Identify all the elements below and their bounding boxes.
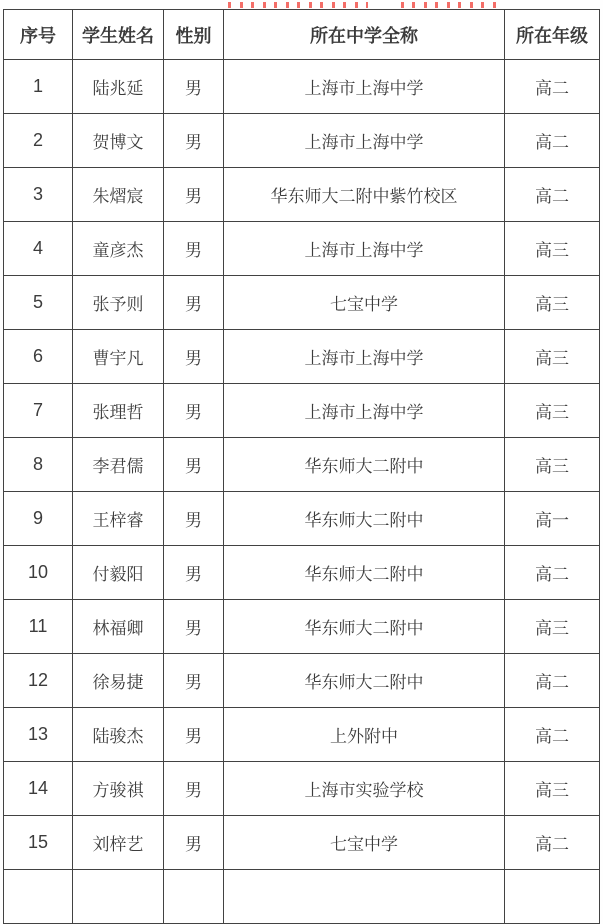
- cell-name: 陆骏杰: [73, 708, 164, 762]
- cell-grade: 高一: [505, 492, 600, 546]
- cell-school: 上海市实验学校: [224, 762, 505, 816]
- cell-grade: 高二: [505, 60, 600, 114]
- cell-grade: 高二: [505, 114, 600, 168]
- header-cell-gender: 性别: [164, 10, 224, 60]
- table-row: [4, 168, 600, 222]
- partial-table-row: [4, 870, 600, 924]
- table-row: [4, 492, 600, 546]
- table-row: [4, 384, 600, 438]
- cell-gender: 男: [164, 438, 224, 492]
- header-cell-name: 学生姓名: [73, 10, 164, 60]
- table-row: [4, 438, 600, 492]
- cell-school: 华东师大二附中: [224, 546, 505, 600]
- cell-school: 华东师大二附中: [224, 600, 505, 654]
- cell-name: 曹宇凡: [73, 330, 164, 384]
- cell-grade: 高二: [505, 708, 600, 762]
- cell-gender: 男: [164, 816, 224, 870]
- cell-no: 7: [4, 384, 73, 438]
- cell-gender: 男: [164, 762, 224, 816]
- cell-gender: 男: [164, 546, 224, 600]
- cell-school: 华东师大二附中紫竹校区: [224, 168, 505, 222]
- cell-no: 12: [4, 654, 73, 708]
- cell-grade: 高三: [505, 384, 600, 438]
- cell-name: 徐易捷: [73, 654, 164, 708]
- student-table: [3, 9, 600, 924]
- table-row: [4, 762, 600, 816]
- cell-name: 刘梓艺: [73, 816, 164, 870]
- cell-school: 七宝中学: [224, 276, 505, 330]
- cell-gender: 男: [164, 654, 224, 708]
- cell-name: 方骏祺: [73, 762, 164, 816]
- cell-empty: [505, 870, 600, 924]
- cell-no: 11: [4, 600, 73, 654]
- cell-school: 上海市上海中学: [224, 330, 505, 384]
- cell-grade: 高三: [505, 330, 600, 384]
- cell-name: 付毅阳: [73, 546, 164, 600]
- table-row: [4, 546, 600, 600]
- cell-school: 上海市上海中学: [224, 60, 505, 114]
- cell-gender: 男: [164, 222, 224, 276]
- cell-grade: 高三: [505, 438, 600, 492]
- table-row: [4, 222, 600, 276]
- cell-gender: 男: [164, 114, 224, 168]
- cell-school: 华东师大二附中: [224, 438, 505, 492]
- table-row: [4, 600, 600, 654]
- table-row: [4, 60, 600, 114]
- cell-name: 贺博文: [73, 114, 164, 168]
- cell-grade: 高三: [505, 276, 600, 330]
- cell-no: 2: [4, 114, 73, 168]
- table-row: [4, 654, 600, 708]
- cell-gender: 男: [164, 276, 224, 330]
- cell-empty: [224, 870, 505, 924]
- header-cell-no: 序号: [4, 10, 73, 60]
- cell-name: 李君儒: [73, 438, 164, 492]
- cell-no: 9: [4, 492, 73, 546]
- clipped-red-title: [228, 2, 504, 8]
- cell-name: 林福卿: [73, 600, 164, 654]
- table-row: [4, 816, 600, 870]
- cell-no: 5: [4, 276, 73, 330]
- cell-grade: 高三: [505, 762, 600, 816]
- cell-no: 3: [4, 168, 73, 222]
- cell-name: 陆兆延: [73, 60, 164, 114]
- cell-school: 华东师大二附中: [224, 492, 505, 546]
- cell-grade: 高三: [505, 222, 600, 276]
- cell-gender: 男: [164, 492, 224, 546]
- cell-school: 上海市上海中学: [224, 222, 505, 276]
- cell-school: 上海市上海中学: [224, 384, 505, 438]
- cell-gender: 男: [164, 708, 224, 762]
- cell-name: 朱熠宸: [73, 168, 164, 222]
- cell-name: 童彦杰: [73, 222, 164, 276]
- cell-gender: 男: [164, 168, 224, 222]
- cell-name: 王梓睿: [73, 492, 164, 546]
- cell-empty: [164, 870, 224, 924]
- cell-no: 8: [4, 438, 73, 492]
- cell-no: 13: [4, 708, 73, 762]
- cell-grade: 高二: [505, 546, 600, 600]
- cell-grade: 高二: [505, 654, 600, 708]
- student-table-container: [3, 9, 600, 924]
- table-row: [4, 114, 600, 168]
- cell-gender: 男: [164, 330, 224, 384]
- cell-no: 4: [4, 222, 73, 276]
- cell-no: 14: [4, 762, 73, 816]
- cell-gender: 男: [164, 384, 224, 438]
- table-row: [4, 276, 600, 330]
- table-row: [4, 708, 600, 762]
- header-cell-school: 所在中学全称: [224, 10, 505, 60]
- cell-no: 10: [4, 546, 73, 600]
- cell-grade: 高二: [505, 168, 600, 222]
- cell-empty: [73, 870, 164, 924]
- cell-grade: 高二: [505, 816, 600, 870]
- table-body: [4, 60, 600, 924]
- cell-school: 七宝中学: [224, 816, 505, 870]
- cell-no: 1: [4, 60, 73, 114]
- cell-grade: 高三: [505, 600, 600, 654]
- table-row: [4, 330, 600, 384]
- cell-school: 上外附中: [224, 708, 505, 762]
- header-cell-grade: 所在年级: [505, 10, 600, 60]
- header-row: [4, 10, 600, 60]
- cell-gender: 男: [164, 600, 224, 654]
- cell-no: 15: [4, 816, 73, 870]
- cell-name: 张予则: [73, 276, 164, 330]
- cell-no: 6: [4, 330, 73, 384]
- cell-empty: [4, 870, 73, 924]
- cell-school: 上海市上海中学: [224, 114, 505, 168]
- table-header: [4, 10, 600, 60]
- cell-name: 张理哲: [73, 384, 164, 438]
- cell-gender: 男: [164, 60, 224, 114]
- cell-school: 华东师大二附中: [224, 654, 505, 708]
